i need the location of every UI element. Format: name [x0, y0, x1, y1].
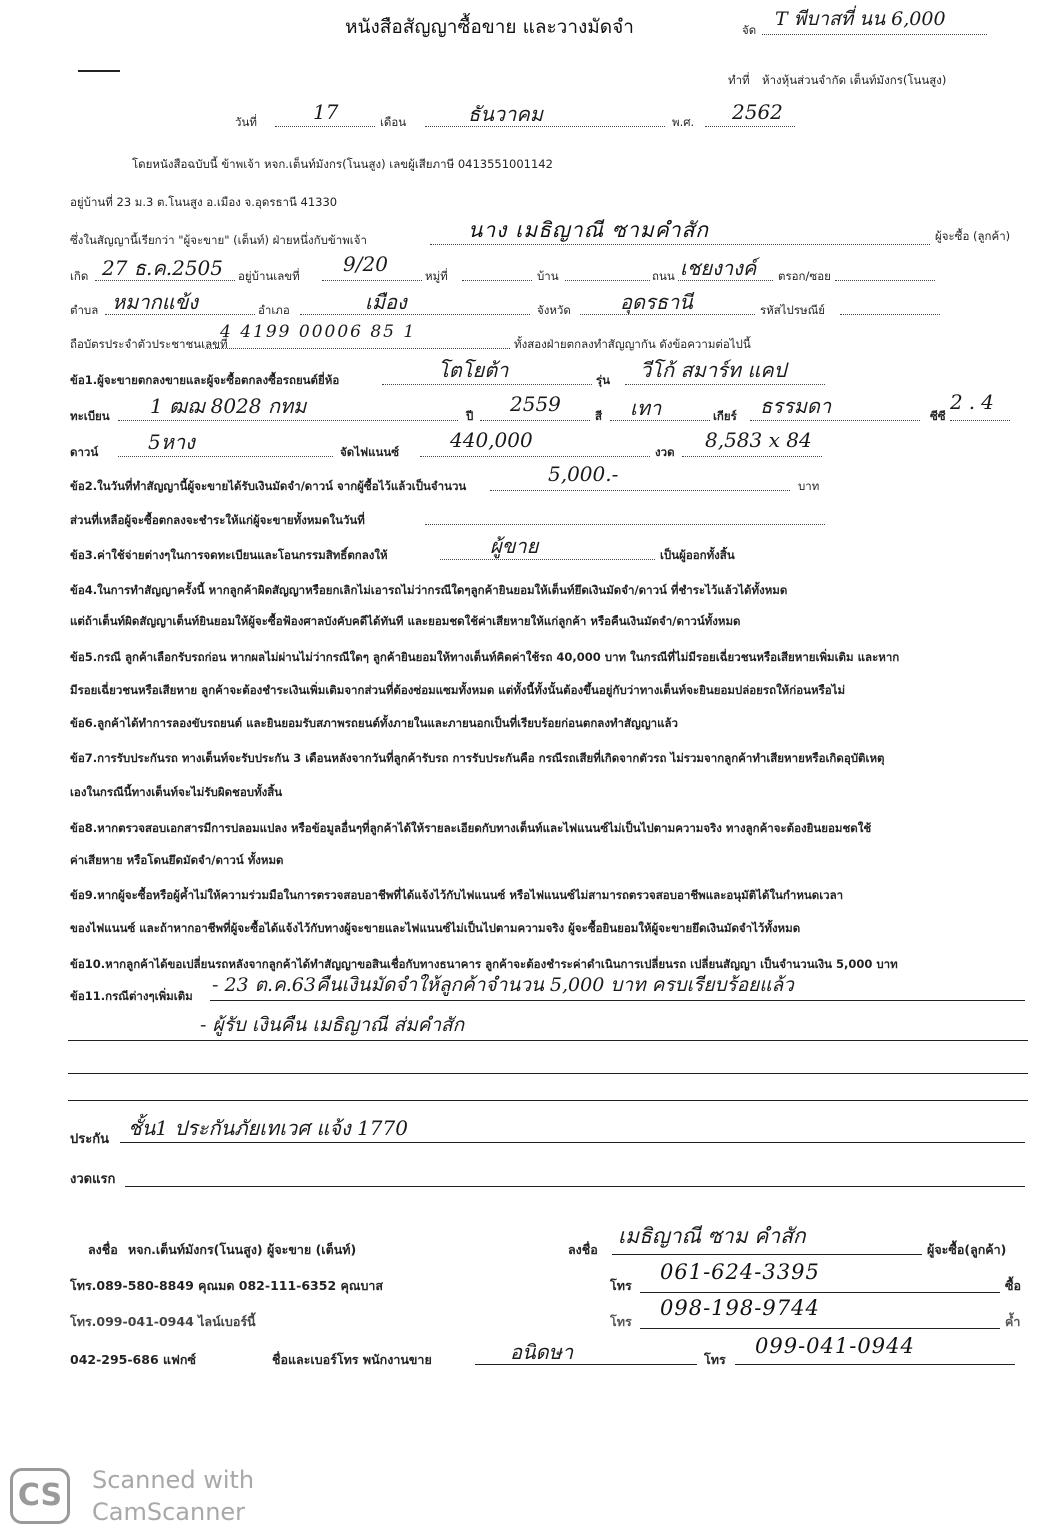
tambon-value: หมากแข้ง — [112, 290, 199, 314]
seller-sign-label: ลงชื่อ — [88, 1242, 118, 1257]
id-value: 4 4199 00006 85 1 — [220, 322, 417, 342]
id-suffix: ทั้งสองฝ่ายตกลงทำสัญญากัน ดังข้อความต่อไปนี้ — [514, 337, 751, 351]
clause4a: ข้อ4.ในการทำสัญญาครั้งนี้ หากลูกค้าผิดสัญญาหรือยกเลิกไม่เอารถไม่ว่ากรณีใดๆลูกค้ายินยอมให้เต็นท์ยึดเงินมัดจำ/ดาวน์ ที่ชำระไว้แล้วได้ทั้งหมด — [70, 583, 788, 597]
year-label: ปี — [466, 409, 474, 423]
buyer-role-label: ผู้จะซื้อ(ลูกค้า) — [927, 1242, 1007, 1257]
buyer-tel1: 061-624-3395 — [660, 1260, 820, 1284]
clause8b: ค่าเสียหาย หรือโดนยึดมัดจำ/ดาวน์ ทั้งหมด — [70, 853, 284, 867]
watermark-line1: Scanned with — [92, 1466, 255, 1494]
intro-line2: อยู่บ้านที่ 23 ม.3 ต.โนนสูง อ.เมือง จ.อุดรธานี 41330 — [70, 195, 338, 209]
buyer-role: ผู้จะซื้อ (ลูกค้า) — [935, 229, 1011, 243]
date-day-label: วันที่ — [235, 115, 257, 129]
clause4b: แต่ถ้าเต็นท์ผิดสัญญาเต็นท์ยินยอมให้ผู้จะซื้อฟ้องศาลบังคับคดีได้ทันที และยอมชดใช้ค่าเสียหายให้แก่ลูกค้า หรือคืนเงินมัดจำ/ดาวน์ทั้งหมด — [70, 614, 741, 628]
insurance-label: ประกัน — [70, 1132, 109, 1147]
clause1-label: ข้อ1.ผู้จะขายตกลงขายและผู้จะซื้อตกลงซื้อรถยนต์ยี่ห้อ — [70, 373, 340, 387]
salesperson-tel: 099-041-0944 — [755, 1334, 915, 1358]
clause2-amount: 5,000.- — [548, 462, 619, 486]
buyer-name: นาง เมธิญาณี ซามคำสัก — [468, 218, 710, 242]
seller-phone1: โทร.089-580-8849 คุณมด 082-111-6352 คุณบาส — [70, 1278, 384, 1293]
birth-label: เกิด — [70, 269, 89, 283]
clause10: ข้อ10.หากลูกค้าได้ขอเปลี่ยนรถหลังจากลูกค้าได้ทำสัญญาขอสินเชื่อกับทางธนาคาร ลูกค้าจะต้องชำระค่าดำเนินการเปลี่ยนรถ เปลี่ยนสัญญา เป็นจำนวนเงิน 5,000 บาท — [70, 957, 898, 971]
buyer-sign-label: ลงชื่อ — [568, 1242, 598, 1257]
date-year: 2562 — [732, 100, 783, 124]
no-value: T พีบาสที่ นน 6,000 — [775, 8, 946, 30]
clause7a: ข้อ7.การรับประกันรถ ทางเต็นท์จะรับประกัน 3 เดือนหลังจากวันที่ลูกค้ารับรถ การรับประกันคือ กรณีรถเสียที่เกิดจากตัวรถ ไม่รวมจากลูกค้าทำเสียหายหรือเกิดอุบัติเหตุ — [70, 751, 885, 765]
buyer-signature: เมธิญาณี ซาม คำสัก — [618, 1224, 806, 1248]
seller-fax: 042-295-686 แฟกซ์ — [70, 1352, 196, 1367]
amphoe-label: อำเภอ — [258, 303, 290, 317]
car-gear: ธรรมดา — [760, 394, 832, 418]
buyer-tel2: 098-198-9744 — [660, 1296, 820, 1320]
province-label: จังหวัด — [537, 303, 571, 317]
clause8a: ข้อ8.หากตรวจสอบเอกสารมีการปลอมแปลง หรือข้อมูลอื่นๆที่ลูกค้าได้ให้รายละเอียดกับทางเต็นท์และไฟแนนซ์ไม่เป็นไปตามความจริง ทางลูกค้าจะต้องยินยอมชดใช้ — [70, 821, 872, 835]
amphoe-value: เมือง — [365, 290, 407, 314]
car-brand: โตโยต้า — [438, 358, 509, 382]
road-value: เชยงางค์ — [680, 256, 757, 280]
clause11-note1: - 23 ต.ค.63คืนเงินมัดจำให้ลูกค้าจำนวน 5,000 บาท ครบเรียบร้อยแล้ว — [212, 974, 794, 996]
car-cc: 2.4 — [950, 390, 1000, 414]
seller-name: หจก.เต็นท์มังกร(โนนสูง) ผู้จะขาย (เต็นท์) — [128, 1242, 357, 1257]
car-down: 5หาง — [148, 430, 195, 454]
clause3-value: ผู้ขาย — [490, 534, 539, 558]
car-color: เทา — [630, 396, 662, 420]
clause2b: ส่วนที่เหลือผู้จะซื้อตกลงจะชำระให้แก่ผู้จะขายทั้งหมดในวันที่ — [70, 513, 365, 527]
clause9a: ข้อ9.หากผู้จะซื้อหรือผู้ค้ำไม่ให้ความร่วมมือในการตรวจสอบอาชีพที่ได้แจ้งไว้กับไฟแนนซ์ หรือไฟแนนซ์ไม่สามารถตรวจสอบอาชีพและอนุมัติได้ในกำหนดเวลา — [70, 888, 844, 902]
clause5b: มีรอยเฉี่ยวชนหรือเสียหาย ลูกค้าจะต้องชำระเงินเพิ่มเติมจากส่วนที่ต้องซ่อมแซมทั้งหมด แต่ทั้งนี้ทั้งนั้นต้องขึ้นอยู่กับว่าทางเต็นท์จะยินยอมปล่อยรถให้ก่อนหรือไม่ — [70, 683, 846, 697]
clause2-unit: บาท — [798, 479, 820, 493]
intro-line3: ซึ่งในสัญญานี้เรียกว่า "ผู้จะขาย" (เต็นท์) ฝ่ายหนึ่งกับข้าพเจ้า — [70, 233, 367, 247]
date-day: 17 — [313, 100, 339, 124]
clause9b: ของไฟแนนซ์ และถ้าหากอาชีพที่ผู้จะซื้อได้แจ้งไว้กับทางผู้จะขายและไฟแนนซ์ไม่เป็นไปตามความจริง ผู้จะซื้อยินยอมให้ผู้จะขายยึดเงินมัดจำไว้ทั้งหมด — [70, 921, 801, 935]
camscanner-logo-text: CS — [17, 1478, 63, 1513]
first-installment-label: งวดแรก — [70, 1172, 116, 1187]
date-year-label: พ.ศ. — [672, 115, 695, 129]
model-label: รุ่น — [596, 373, 611, 387]
salesperson-name: อนิดษา — [510, 1340, 574, 1364]
place-value: ห้างหุ้นส่วนจำกัด เต็นท์มังกร(โนนสูง) — [762, 73, 947, 87]
installment-label: งวด — [655, 445, 675, 459]
moo-label: หมู่ที่ — [425, 269, 448, 283]
clause7b: เองในกรณีนี้ทางเต็นท์จะไม่รับผิดชอบทั้งสิ้น — [70, 785, 283, 799]
clause11-note2: - ผู้รับ เงินคืน เมธิญาณี ส่มคำสัก — [200, 1014, 465, 1036]
clause5a: ข้อ5.กรณี ลูกค้าเลือกรับรถก่อน หากผลไม่ผ่านไม่ว่ากรณีใดๆ ลูกค้ายินยอมให้ทางเต็นท์คิดค่าใช้รถ 40,000 บาท ในกรณีที่ไม่มีรอยเฉี่ยวชนหรือเสียหายเพิ่มเติม และหาก — [70, 650, 900, 664]
down-label: ดาวน์ — [70, 445, 99, 459]
cc-label: ซีซี — [930, 409, 946, 423]
birth-value: 27 ธ.ค.2505 — [102, 256, 224, 280]
clause2: ข้อ2.ในวันที่ทำสัญญานี้ผู้จะขายได้รับเงินมัดจำ/ดาวน์ จากผู้ซื้อไว้แล้วเป็นจำนวน — [70, 479, 467, 493]
salesperson-label: ชื่อและเบอร์โทร พนักงานขาย — [272, 1352, 432, 1367]
gear-label: เกียร์ — [713, 409, 737, 423]
car-year: 2559 — [510, 392, 561, 416]
clause3-suffix: เป็นผู้ออกทั้งสิ้น — [660, 548, 735, 562]
camscanner-logo — [10, 1468, 70, 1524]
salesperson-tel-label: โทร — [704, 1352, 726, 1367]
road-label: ถนน — [652, 269, 675, 283]
intro-line1: โดยหนังสือฉบับนี้ ข้าพเจ้า หจก.เต็นท์มังกร(โนนสูง) เลขผู้เสียภาษี 0413551001142 — [132, 157, 553, 171]
buyer-tel-suffix-1: ซื้อ — [1005, 1278, 1021, 1293]
house-label: อยู่บ้านเลขที่ — [238, 269, 300, 283]
postal-label: รหัสไปรษณีย์ — [760, 303, 826, 317]
seller-phone2: โทร.099-041-0944 ไลน์เบอร์นี้ — [70, 1314, 256, 1329]
no-label: จัด — [742, 23, 757, 37]
buyer-tel-label-2: โทร — [610, 1314, 632, 1329]
car-finance: 440,000 — [450, 428, 533, 452]
date-month-label: เดือน — [380, 115, 407, 129]
house-value: 9/20 — [343, 252, 388, 276]
reg-label: ทะเบียน — [70, 409, 110, 423]
buyer-tel-suffix-2: ค้ำ — [1005, 1314, 1021, 1329]
date-month: ธันวาคม — [468, 102, 543, 126]
buyer-tel-label-1: โทร — [610, 1278, 632, 1293]
province-value: อุดรธานี — [620, 290, 693, 314]
insurance-value: ชั้น1 ประกันภัยเทเวศ แจ้ง 1770 — [128, 1116, 408, 1140]
ban-label: บ้าน — [537, 269, 559, 283]
clause6: ข้อ6.ลูกค้าได้ทำการลองขับรถยนต์ และยินยอมรับสภาพรถยนต์ทั้งภายในและภายนอกเป็นที่เรียบร้อยก่อนตกลงทำสัญญาแล้ว — [70, 716, 678, 730]
car-installment: 8,583 x 84 — [705, 428, 812, 452]
tambon-label: ตำบล — [70, 303, 99, 317]
soi-label: ตรอก/ซอย — [778, 269, 831, 283]
id-label: ถือบัตรประจำตัวประชาชนเลขที่ — [70, 337, 228, 351]
document-title: หนังสือสัญญาซื้อขาย และวางมัดจำ — [345, 16, 634, 38]
clause3: ข้อ3.ค่าใช้จ่ายต่างๆในการจดทะเบียนและโอนกรรมสิทธิ์ตกลงให้ — [70, 548, 388, 562]
watermark-line2: CamScanner — [92, 1498, 246, 1526]
finance-label: จัดไฟแนนซ์ — [340, 445, 400, 459]
clause11-label: ข้อ11.กรณีต่างๆเพิ่มเติม — [70, 989, 193, 1003]
place-label: ทำที่ — [728, 73, 750, 87]
color-label: สี — [595, 409, 603, 423]
car-reg: 1 ฒฌ 8028 กทม — [150, 394, 307, 418]
car-model: วีโก้ สมาร์ท แคป — [640, 358, 787, 382]
